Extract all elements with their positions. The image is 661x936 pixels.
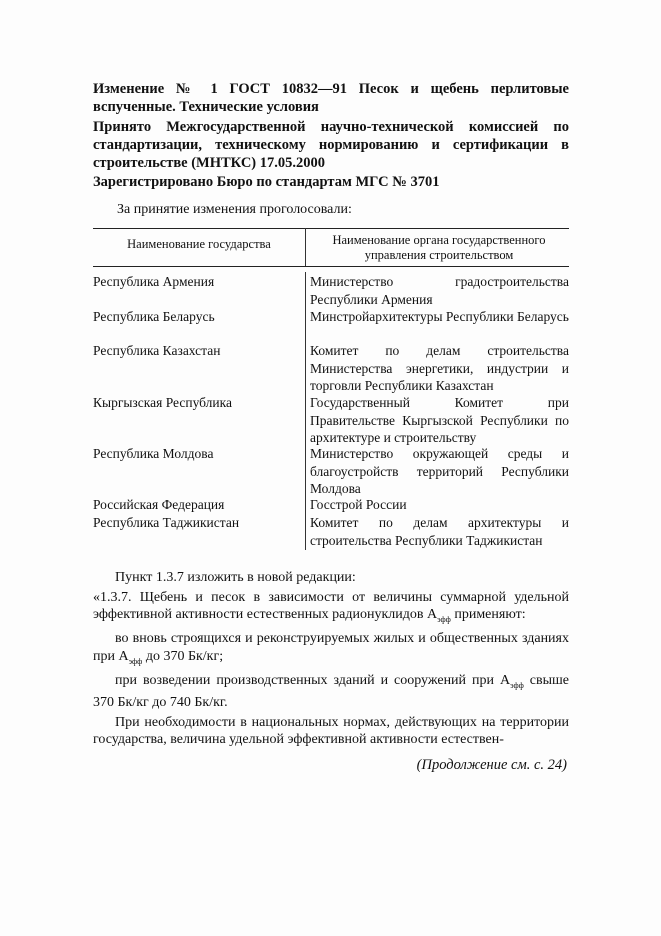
- paragraph-industrial: при возведении производственных зданий и сооружений при $A_{эфф}$ свыше 370 Бк/кг до 740 Бк/кг.: [93, 673, 569, 711]
- state-cell: Республика Беларусь: [93, 309, 215, 324]
- header-column-divider: [305, 228, 306, 266]
- paragraph-residential: во вновь строящихся и реконструируемых жилых и общественных зданиях при $A_{эфф}$ до 370 Бк/кг;: [93, 631, 569, 666]
- body-cell: Минстройархитектуры Республики Беларусь: [310, 309, 569, 324]
- amendment-body: [93, 569, 569, 749]
- subscript: эфф: [437, 614, 451, 624]
- paragraph-national-norms: При необходимости в национальных нормах, действующих на территории государства, величина удельной эффективной активности естествен-: [93, 714, 569, 748]
- header-bottom-rule: [93, 266, 569, 267]
- state-cell: Кыргызская Республика: [93, 395, 232, 410]
- column-header-body: Наименование органа государственного управления строительством: [332, 233, 546, 262]
- table-top-rule: [93, 228, 569, 229]
- state-cell: Республика Казахстан: [93, 343, 221, 358]
- body-cell: Министерство градостроительства Республики Армения: [310, 274, 569, 307]
- state-cell: Республика Таджикистан: [93, 515, 240, 530]
- state-cell: Республика Молдова: [93, 446, 214, 461]
- body-cell: Комитет по делам строительства Министерства энергетики, индустрии и торговли Республики Казахстан: [310, 343, 569, 393]
- subscript: эфф: [128, 656, 143, 666]
- body-cell: Министерство окружающей среды и благоустройств территорий Республики Молдова: [310, 446, 569, 496]
- voted-intro: За принятие изменения проголосовали:: [117, 202, 352, 217]
- subscript: эфф: [510, 680, 524, 690]
- body-cell: Государственный Комитет при Правительстве Кыргызской Республики по архитектуре и строительству: [310, 395, 569, 445]
- column-header-state: Наименование государства: [127, 237, 271, 251]
- body-cell: Комитет по делам архитектуры и строительства Республики Таджикистан: [310, 515, 569, 548]
- state-cell: Российская Федерация: [93, 497, 225, 512]
- state-cell: Республика Армения: [93, 274, 215, 289]
- adopted-by-statement: Принято Межгосударственной научно-технической комиссией по стандартизации, техническому нормированию и сертификации в строительстве (МНТКС) 17.05.2000: [93, 119, 569, 171]
- paragraph-instruction: Пункт 1.3.7 изложить в новой редакции:: [115, 570, 356, 585]
- amendment-title: Изменение № 1 ГОСТ 10832—91 Песок и щебень перлитовые вспученные. Технические условия: [93, 81, 569, 115]
- body-column-divider: [305, 272, 306, 550]
- registration-statement: Зарегистрировано Бюро по стандартам МГС № 3701: [93, 174, 440, 190]
- paragraph-clause: «1.3.7. Щебень и песок в зависимости от величины суммарной удельной эффективной активности естественных радионуклидов $A_{эфф}$ применяют:: [93, 589, 569, 624]
- continuation-note: (Продолжение см. с. 24): [416, 757, 567, 773]
- body-cell: Госстрой России: [310, 497, 407, 512]
